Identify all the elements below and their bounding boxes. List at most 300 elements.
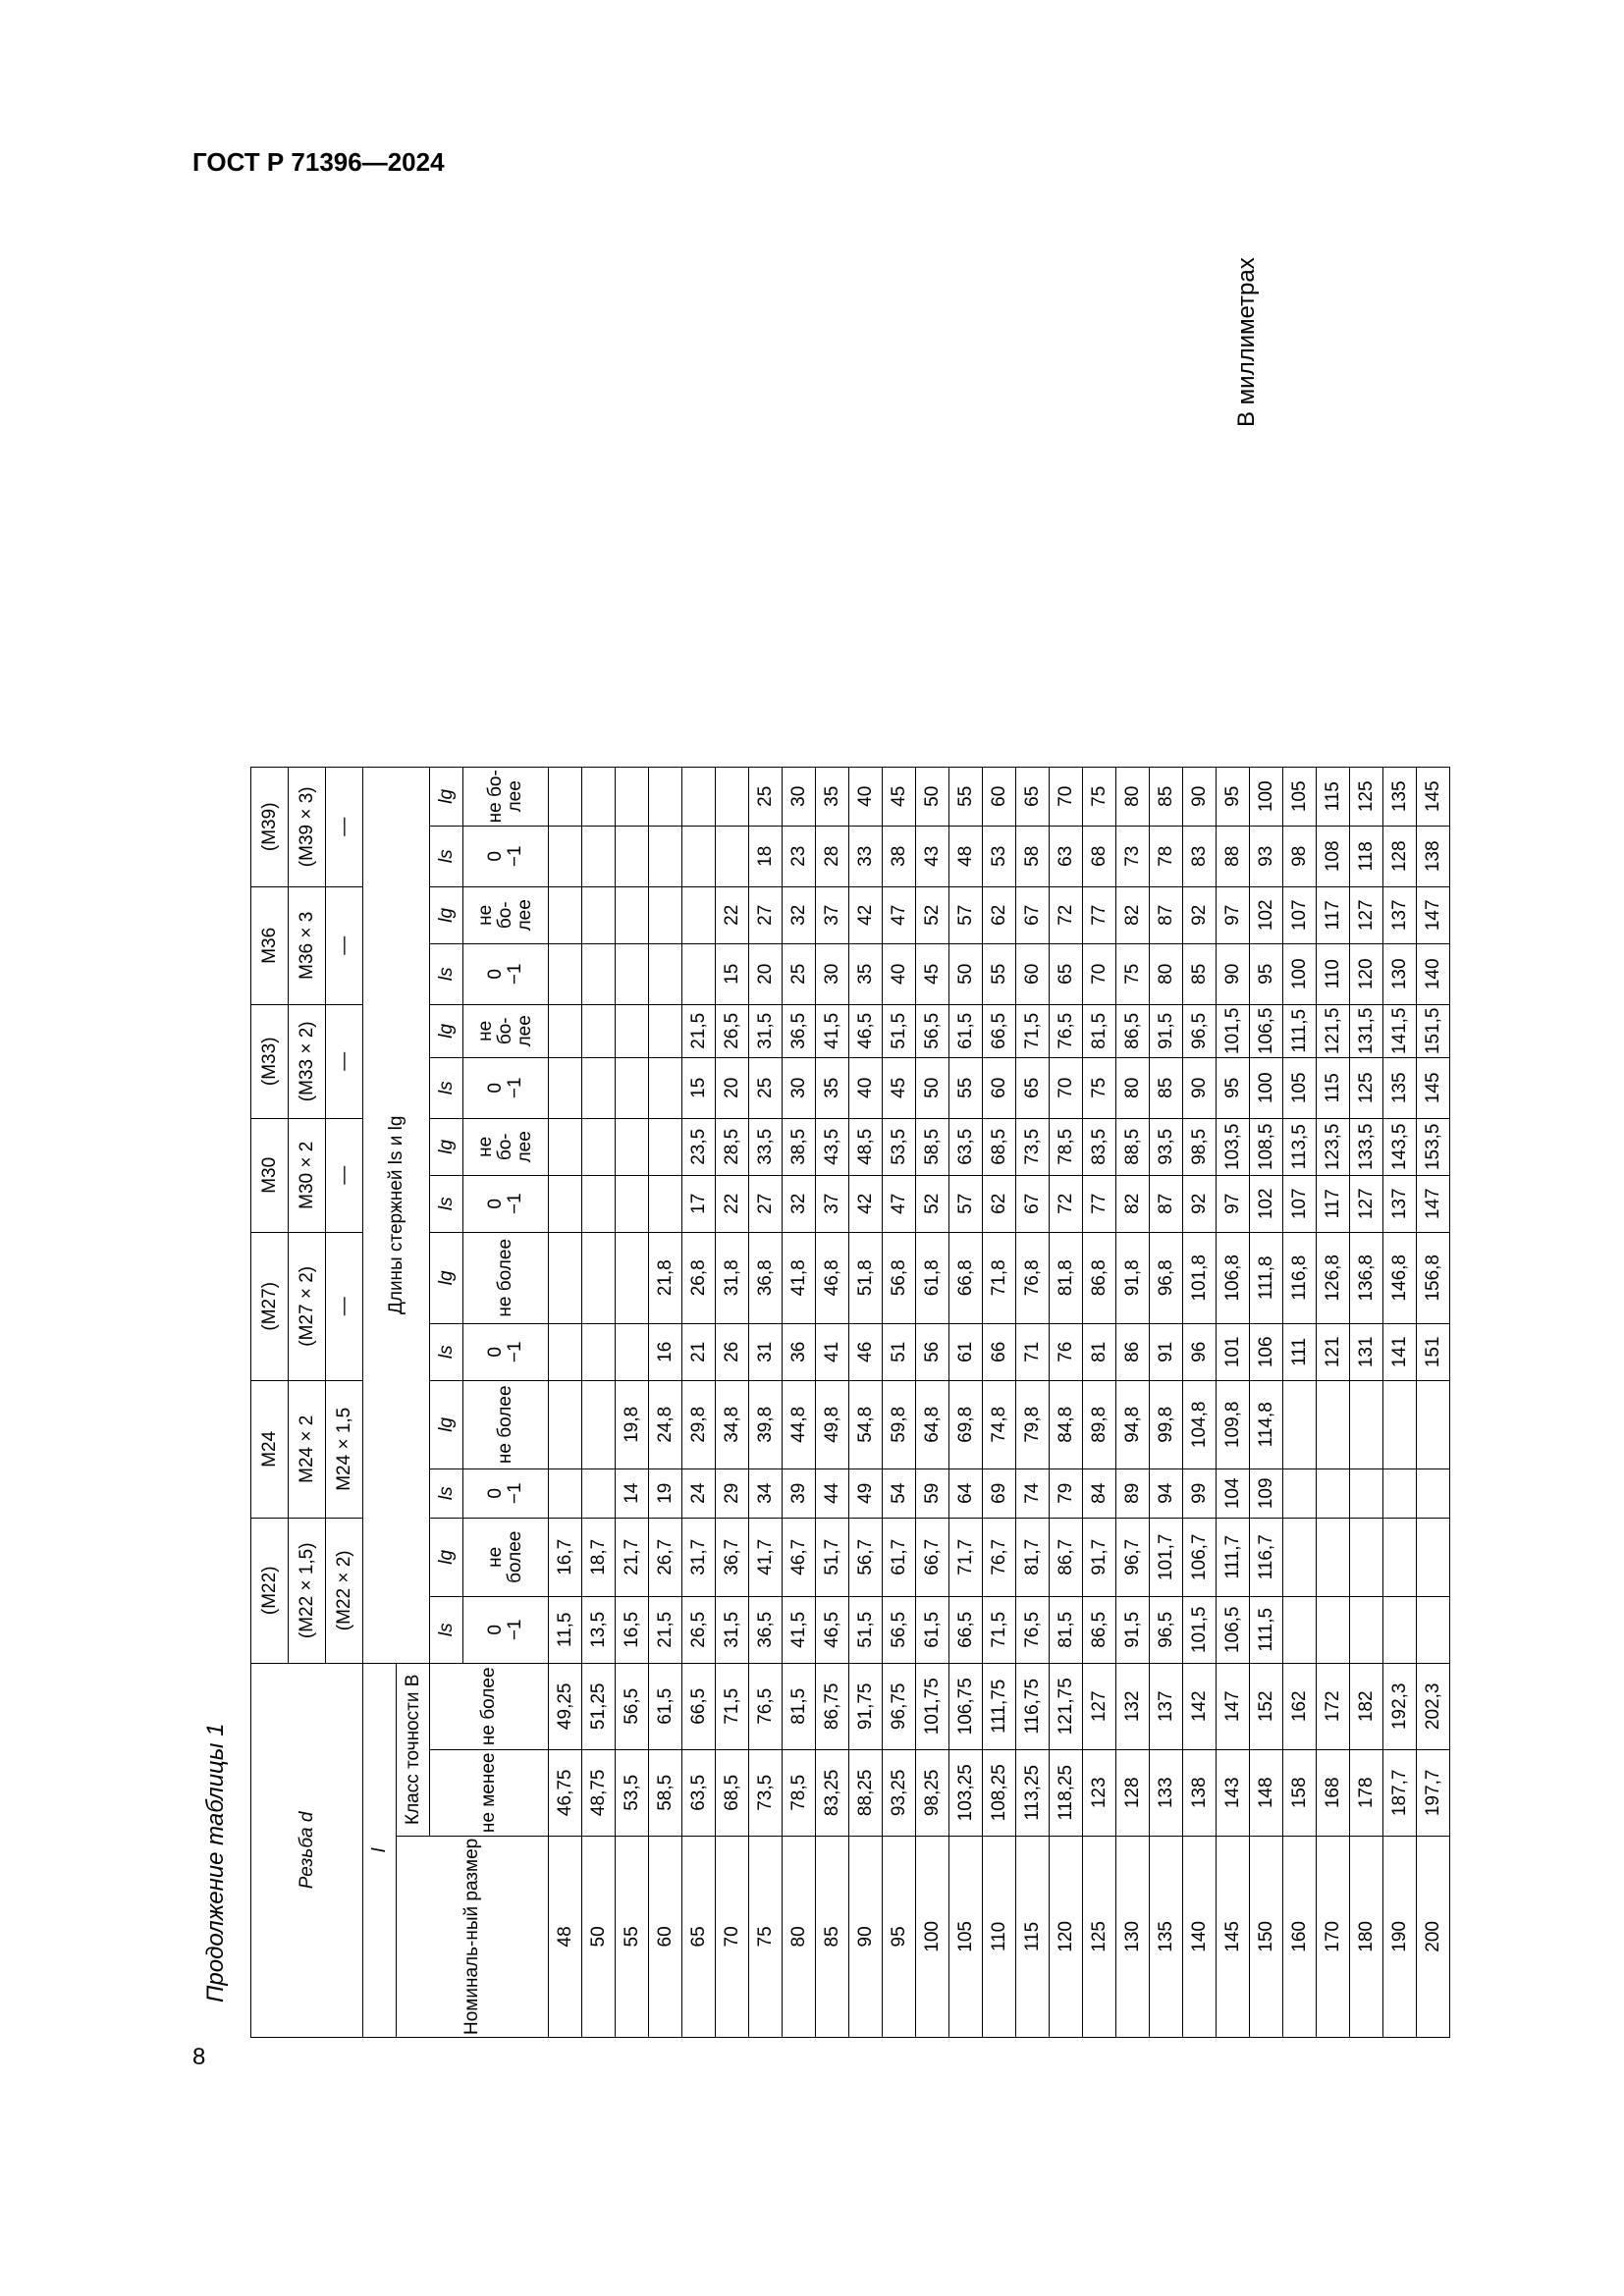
- table-cell: 93: [1250, 826, 1283, 886]
- table-cell: 18,7: [582, 1518, 616, 1596]
- table-cell: [1383, 1468, 1417, 1518]
- table-cell: 65: [1016, 767, 1050, 826]
- table-cell: 121,5: [1317, 1004, 1350, 1057]
- table-cell: 66,8: [949, 1232, 983, 1323]
- table-cell: 88: [1217, 826, 1250, 886]
- table-cell: 192,3: [1383, 1663, 1417, 1749]
- continuation-label: Продолжение таблицы 1: [202, 1723, 229, 2002]
- table-cell: 25: [749, 1057, 783, 1118]
- table-cell: [582, 1175, 616, 1232]
- table-cell: 70: [1050, 1057, 1083, 1118]
- table-cell: 103,25: [949, 1749, 983, 1836]
- table-cell: 46,5: [816, 1596, 849, 1663]
- table-cell: 49,8: [816, 1380, 849, 1468]
- table-cell: 30: [783, 767, 816, 826]
- table-cell: 136,8: [1350, 1232, 1383, 1323]
- rod-lengths-label: Длины стержней ls и lg: [385, 1115, 406, 1315]
- table-cell: 145: [1417, 767, 1450, 826]
- table-cell: 25: [749, 767, 783, 826]
- max-header: не более: [430, 1663, 549, 1749]
- table-cell: 21,8: [649, 1232, 682, 1323]
- table-cell: 41,7: [749, 1518, 783, 1596]
- table-cell: 55: [949, 767, 983, 826]
- table-cell: [1383, 1518, 1417, 1596]
- table-cell: [649, 1057, 682, 1118]
- table-cell: 160: [1283, 1836, 1317, 2037]
- table-cell: 69,8: [949, 1380, 983, 1468]
- table-cell: 76: [1050, 1323, 1083, 1380]
- lg-limit: не более: [463, 1232, 549, 1323]
- table-cell: 34,8: [716, 1380, 749, 1468]
- table-cell: 178: [1350, 1749, 1383, 1836]
- table-cell: 97: [1217, 1175, 1250, 1232]
- ls-header: ls: [430, 943, 463, 1004]
- table-cell: 43,5: [816, 1118, 849, 1175]
- table-cell: 55: [949, 1057, 983, 1118]
- table-row: [1317, 767, 1350, 2037]
- table-cell: 75: [1083, 1057, 1116, 1118]
- table-row: [616, 767, 649, 2037]
- table-cell: 86,75: [816, 1663, 849, 1749]
- table-cell: 81,7: [1016, 1518, 1050, 1596]
- table-cell: 66,5: [949, 1596, 983, 1663]
- min-header: не менее: [430, 1749, 549, 1836]
- table-cell: 104: [1217, 1468, 1250, 1518]
- table-cell: 126,8: [1317, 1232, 1350, 1323]
- thread-label-cell: [251, 1663, 363, 2037]
- table-cell: 107: [1283, 1175, 1317, 1232]
- table-cell: 86,5: [1083, 1596, 1116, 1663]
- table-cell: [1283, 1380, 1317, 1468]
- table-cell: 152: [1250, 1663, 1283, 1749]
- table-cell: 35: [849, 943, 883, 1004]
- table-row: [716, 767, 749, 2037]
- table-cell: 34: [749, 1468, 783, 1518]
- table-cell: 75: [749, 1836, 783, 2037]
- table-cell: 60: [1016, 943, 1050, 1004]
- table-cell: 140: [1183, 1836, 1217, 2037]
- table-cell: 87: [1150, 1175, 1183, 1232]
- table-cell: 51: [883, 1323, 916, 1380]
- ls-header: ls: [430, 826, 463, 886]
- table-cell: [582, 1004, 616, 1057]
- table-cell: 81,5: [1083, 1004, 1116, 1057]
- lg-header: lg: [430, 1004, 463, 1057]
- ls-tolerance: 0 −1: [463, 826, 549, 886]
- table-cell: 58,5: [649, 1749, 682, 1836]
- table-cell: [582, 886, 616, 943]
- table-cell: [582, 1118, 616, 1175]
- table-cell: 73,5: [1016, 1118, 1050, 1175]
- table-cell: 40: [849, 767, 883, 826]
- table-cell: 111,75: [983, 1663, 1016, 1749]
- page-number: 8: [192, 2044, 206, 2070]
- table-cell: 56,8: [883, 1232, 916, 1323]
- table-cell: 26,5: [682, 1596, 716, 1663]
- ls-tolerance: 0 −1: [463, 1468, 549, 1518]
- table-cell: 48: [549, 1836, 582, 2037]
- table-cell: [549, 826, 582, 886]
- table-cell: 20: [716, 1057, 749, 1118]
- table-cell: [616, 1118, 649, 1175]
- table-cell: 71,7: [949, 1518, 983, 1596]
- table-cell: 49: [849, 1468, 883, 1518]
- table-cell: 102: [1250, 886, 1283, 943]
- table-cell: 94,8: [1116, 1380, 1150, 1468]
- table-cell: 121: [1317, 1323, 1350, 1380]
- table-cell: [616, 1057, 649, 1118]
- table-cell: 147: [1417, 1175, 1450, 1232]
- table-cell: 71,5: [983, 1596, 1016, 1663]
- table-cell: 106,5: [1217, 1596, 1250, 1663]
- col-head-r1: (M27): [251, 1232, 289, 1380]
- table-cell: 61,7: [883, 1518, 916, 1596]
- table-cell: 118: [1350, 826, 1383, 886]
- table-cell: 68: [1083, 826, 1116, 886]
- table-cell: 135: [1383, 767, 1417, 826]
- table-cell: [582, 943, 616, 1004]
- table-cell: 35: [816, 767, 849, 826]
- table-cell: [549, 1004, 582, 1057]
- table-cell: 85: [1150, 1057, 1183, 1118]
- table-cell: 75: [1116, 943, 1150, 1004]
- table-cell: 19,8: [616, 1380, 649, 1468]
- table-cell: [549, 1323, 582, 1380]
- table-row: [916, 767, 949, 2037]
- table-cell: 47: [883, 1175, 916, 1232]
- table-cell: 62: [983, 886, 1016, 943]
- table-cell: 89: [1116, 1468, 1150, 1518]
- table-cell: 80: [783, 1836, 816, 2037]
- table-cell: 21,5: [682, 1004, 716, 1057]
- table-cell: 101,7: [1150, 1518, 1183, 1596]
- table-cell: 57: [949, 1175, 983, 1232]
- table-cell: 115: [1016, 1836, 1050, 2037]
- table-cell: [582, 1380, 616, 1468]
- lg-limit: не более: [463, 1380, 549, 1468]
- lg-header: lg: [430, 1232, 463, 1323]
- table-cell: [1383, 1596, 1417, 1663]
- table-cell: [649, 943, 682, 1004]
- table-row: [1116, 767, 1150, 2037]
- ls-header: ls: [430, 1596, 463, 1663]
- table-cell: 131,5: [1350, 1004, 1383, 1057]
- table-cell: [549, 1468, 582, 1518]
- col-head-r3: —: [326, 767, 363, 886]
- table-cell: 70: [716, 1836, 749, 2037]
- table-cell: 106,8: [1217, 1232, 1250, 1323]
- table-cell: 76,5: [1016, 1596, 1050, 1663]
- table-cell: 91,75: [849, 1663, 883, 1749]
- table-cell: 74: [1016, 1468, 1050, 1518]
- table-cell: 172: [1317, 1663, 1350, 1749]
- table-cell: 151: [1417, 1323, 1450, 1380]
- table-cell: 133,5: [1350, 1118, 1383, 1175]
- table-cell: 42: [849, 886, 883, 943]
- table-cell: 96,75: [883, 1663, 916, 1749]
- table-cell: 52: [916, 886, 949, 943]
- table-cell: [582, 1057, 616, 1118]
- table-cell: 91: [1150, 1323, 1183, 1380]
- table-cell: 31,5: [716, 1596, 749, 1663]
- table-cell: 71,8: [983, 1232, 1016, 1323]
- table-cell: 30: [783, 1057, 816, 1118]
- table-cell: 46,8: [816, 1232, 849, 1323]
- table-cell: [582, 1232, 616, 1323]
- table-cell: 73: [1116, 826, 1150, 886]
- table-cell: 110: [983, 1836, 1016, 2037]
- table-cell: 86,5: [1116, 1004, 1150, 1057]
- table-cell: 125: [1350, 767, 1383, 826]
- table-cell: 17: [682, 1175, 716, 1232]
- col-head-r2: (M39 × 3): [289, 767, 326, 886]
- table-cell: 65: [682, 1836, 716, 2037]
- table-cell: 91,5: [1116, 1596, 1150, 1663]
- table-cell: 53: [983, 826, 1016, 886]
- table-cell: 79,8: [1016, 1380, 1050, 1468]
- col-head-r3: —: [326, 1004, 363, 1118]
- table-cell: [549, 1232, 582, 1323]
- table-cell: 78,5: [783, 1749, 816, 1836]
- table-cell: 100: [1283, 943, 1317, 1004]
- table-cell: 98: [1283, 826, 1317, 886]
- table-cell: 64: [949, 1468, 983, 1518]
- table-cell: 46: [849, 1323, 883, 1380]
- table-cell: 40: [849, 1057, 883, 1118]
- table-cell: 60: [983, 767, 1016, 826]
- table-row: [582, 767, 616, 2037]
- table-cell: [549, 767, 582, 826]
- table-cell: 77: [1083, 886, 1116, 943]
- table-cell: 80: [1116, 1057, 1150, 1118]
- table-cell: 99: [1183, 1468, 1217, 1518]
- table-cell: 105: [949, 1836, 983, 2037]
- table-cell: 76,5: [749, 1663, 783, 1749]
- table-cell: 190: [1383, 1836, 1417, 2037]
- table-cell: 110: [1317, 943, 1350, 1004]
- table-cell: 101: [1217, 1323, 1250, 1380]
- table-row: [1283, 767, 1317, 2037]
- table-row: [1150, 767, 1183, 2037]
- table-cell: [1350, 1468, 1383, 1518]
- table-cell: 31,5: [749, 1004, 783, 1057]
- table-cell: 197,7: [1417, 1749, 1450, 1836]
- table-cell: 96,5: [1183, 1004, 1217, 1057]
- table-cell: 86,7: [1050, 1518, 1083, 1596]
- table-cell: 123,5: [1317, 1118, 1350, 1175]
- table-cell: [1350, 1596, 1383, 1663]
- table-cell: 27: [749, 886, 783, 943]
- table-cell: 135: [1383, 1057, 1417, 1118]
- col-head-r2: (M22 × 1,5): [289, 1518, 326, 1663]
- table-cell: 114,8: [1250, 1380, 1283, 1468]
- table-cell: 93,5: [1150, 1118, 1183, 1175]
- table-cell: 145: [1417, 1057, 1450, 1118]
- table-cell: 41,8: [783, 1232, 816, 1323]
- table-row: [1050, 767, 1083, 2037]
- lg-limit: не бо-лее: [463, 1004, 549, 1057]
- table-cell: 52: [916, 1175, 949, 1232]
- table-cell: 67: [1016, 1175, 1050, 1232]
- table-cell: 128: [1383, 826, 1417, 886]
- table-row: [749, 767, 783, 2037]
- table-cell: 90: [1217, 943, 1250, 1004]
- dimensions-table: [250, 767, 1450, 2038]
- table-cell: 50: [582, 1836, 616, 2037]
- lg-limit: не более: [463, 1518, 549, 1596]
- table-cell: 36,7: [716, 1518, 749, 1596]
- col-head-r2: (M33 × 2): [289, 1004, 326, 1118]
- table-cell: [649, 767, 682, 826]
- table-cell: 66,5: [682, 1663, 716, 1749]
- table-cell: 96,5: [1150, 1596, 1183, 1663]
- table-cell: 41: [816, 1323, 849, 1380]
- table-cell: 33,5: [749, 1118, 783, 1175]
- table-cell: 131: [1350, 1323, 1383, 1380]
- table-cell: 90: [1183, 767, 1217, 826]
- table-cell: [549, 1175, 582, 1232]
- table-cell: [716, 826, 749, 886]
- table-cell: 108,5: [1250, 1118, 1283, 1175]
- col-head-r3: —: [326, 886, 363, 1004]
- table-cell: 39,8: [749, 1380, 783, 1468]
- table-cell: [1283, 1518, 1317, 1596]
- table-cell: 44: [816, 1468, 849, 1518]
- table-cell: 89,8: [1083, 1380, 1116, 1468]
- table-cell: 162: [1283, 1663, 1317, 1749]
- table-cell: [649, 1175, 682, 1232]
- table-cell: 66: [983, 1323, 1016, 1380]
- table-cell: [682, 826, 716, 886]
- table-cell: 85: [1183, 943, 1217, 1004]
- table-cell: 40: [883, 943, 916, 1004]
- table-cell: 182: [1350, 1663, 1383, 1749]
- table-cell: 48: [949, 826, 983, 886]
- table-cell: 66,5: [983, 1004, 1016, 1057]
- table-cell: 88,25: [849, 1749, 883, 1836]
- table-cell: [1417, 1380, 1450, 1468]
- table-cell: 137: [1383, 1175, 1417, 1232]
- table-cell: 62: [983, 1175, 1016, 1232]
- table-cell: [616, 767, 649, 826]
- table-row: [1417, 767, 1450, 2037]
- table-cell: 116,75: [1016, 1663, 1050, 1749]
- table-cell: 16: [649, 1323, 682, 1380]
- table-cell: 19: [649, 1468, 682, 1518]
- table-cell: 83: [1183, 826, 1217, 886]
- table-row: [883, 767, 916, 2037]
- table-cell: 31,7: [682, 1518, 716, 1596]
- table-cell: 95: [1217, 1057, 1250, 1118]
- table-cell: 95: [1217, 767, 1250, 826]
- ls-tolerance: 0 −1: [463, 943, 549, 1004]
- table-cell: 31,8: [716, 1232, 749, 1323]
- table-cell: 57: [949, 886, 983, 943]
- table-cell: 51,25: [582, 1663, 616, 1749]
- table-cell: 61,5: [949, 1004, 983, 1057]
- table-cell: [616, 1175, 649, 1232]
- table-cell: 30: [816, 943, 849, 1004]
- table-cell: 46,5: [849, 1004, 883, 1057]
- col-head-r1: (M33): [251, 1004, 289, 1118]
- table-cell: 101,75: [916, 1663, 949, 1749]
- table-cell: 56,7: [849, 1518, 883, 1596]
- table-cell: 77: [1083, 1175, 1116, 1232]
- table-cell: 104,8: [1183, 1380, 1217, 1468]
- table-cell: 36: [783, 1323, 816, 1380]
- table-cell: 127: [1083, 1663, 1116, 1749]
- table-cell: 115: [1317, 767, 1350, 826]
- table-cell: 78: [1150, 826, 1183, 886]
- table-cell: 120: [1350, 943, 1383, 1004]
- table-row: [1217, 767, 1250, 2037]
- table-cell: 72: [1050, 886, 1083, 943]
- table-cell: 75: [1083, 767, 1116, 826]
- table-cell: 101,5: [1217, 1004, 1250, 1057]
- ls-tolerance: 0 −1: [463, 1175, 549, 1232]
- col-head-r1: (M39): [251, 767, 289, 886]
- col-head-r3: M24 × 1,5: [326, 1380, 363, 1518]
- rod-lengths-cell: [363, 767, 430, 1663]
- table-cell: 101,5: [1183, 1596, 1217, 1663]
- table-cell: 24: [682, 1468, 716, 1518]
- table-cell: 32: [783, 1175, 816, 1232]
- ls-tolerance: 0 −1: [463, 1057, 549, 1118]
- nominal-cell: [397, 1836, 549, 2037]
- table-cell: 138: [1417, 826, 1450, 886]
- table-cell: 29,8: [682, 1380, 716, 1468]
- table-cell: 123: [1083, 1749, 1116, 1836]
- table-row: [1250, 767, 1283, 2037]
- table-cell: 95: [1250, 943, 1283, 1004]
- table-cell: 76,5: [1050, 1004, 1083, 1057]
- table-cell: 102: [1250, 1175, 1283, 1232]
- table-cell: 103,5: [1217, 1118, 1250, 1175]
- table-cell: 130: [1116, 1836, 1150, 2037]
- table-cell: 66,7: [916, 1518, 949, 1596]
- table-cell: 21,7: [616, 1518, 649, 1596]
- table-cell: [1317, 1596, 1350, 1663]
- col-head-r3: —: [326, 1232, 363, 1380]
- table-cell: 47: [883, 886, 916, 943]
- table-cell: 108,25: [983, 1749, 1016, 1836]
- table-cell: 98,5: [1183, 1118, 1217, 1175]
- table-cell: 15: [716, 943, 749, 1004]
- table-cell: [1417, 1596, 1450, 1663]
- table-cell: 58,5: [916, 1118, 949, 1175]
- table-cell: 108: [1317, 826, 1350, 886]
- table-cell: 22: [716, 1175, 749, 1232]
- table-cell: [582, 767, 616, 826]
- table-wrapper: [250, 767, 1450, 2038]
- table-cell: [582, 826, 616, 886]
- table-cell: 141: [1383, 1323, 1417, 1380]
- table-cell: 74,8: [983, 1380, 1016, 1468]
- l-label-cell: [363, 1663, 397, 2037]
- table-cell: 56,5: [916, 1004, 949, 1057]
- table-cell: [1350, 1518, 1383, 1596]
- table-cell: 16,7: [549, 1518, 582, 1596]
- table-cell: 56: [916, 1323, 949, 1380]
- table-cell: 36,8: [749, 1232, 783, 1323]
- table-cell: 45: [883, 767, 916, 826]
- table-cell: 48,75: [582, 1749, 616, 1836]
- table-cell: 121,75: [1050, 1663, 1083, 1749]
- table-cell: 84: [1083, 1468, 1116, 1518]
- table-cell: 96,8: [1150, 1232, 1183, 1323]
- table-cell: 43: [916, 826, 949, 886]
- table-cell: 140: [1417, 943, 1450, 1004]
